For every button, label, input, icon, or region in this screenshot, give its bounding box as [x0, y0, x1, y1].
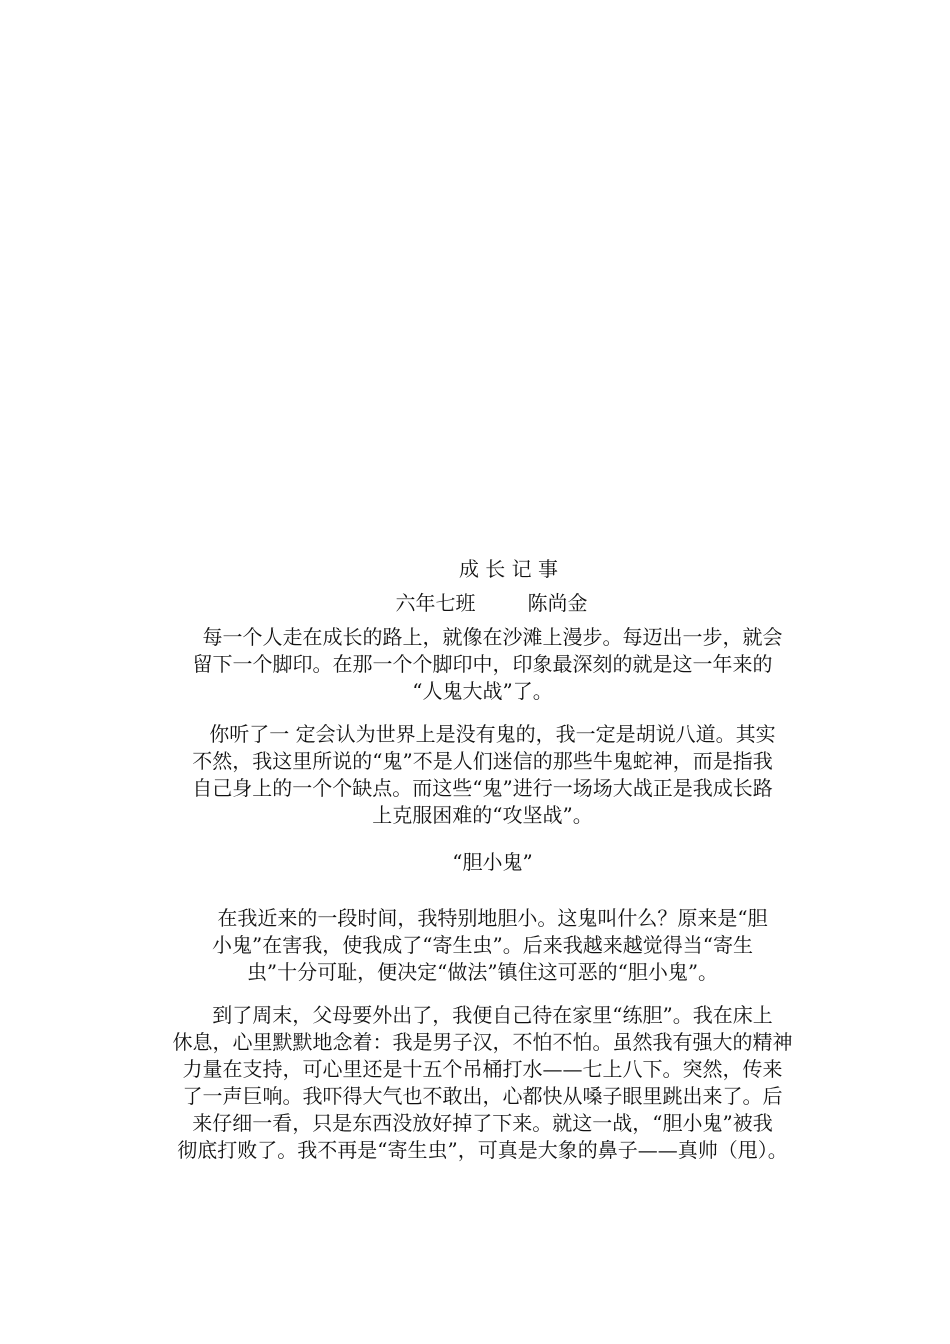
text-line: 小鬼”在害我，使我成了“寄生虫”。后来我越来越觉得当“寄生: [212, 933, 753, 957]
text-line: 上克服困难的“攻坚战”。: [372, 803, 593, 827]
text-line: 不然，我这里所说的“鬼”不是人们迷信的那些牛鬼蛇神，而是指我: [192, 749, 773, 773]
text-line: “人鬼大战”了。: [412, 679, 553, 703]
text-line: 彻底打败了。我不再是“寄生虫”，可真是大象的鼻子——真帅（甩）。: [177, 1138, 788, 1162]
text-line: 留下一个脚印。在那一个个脚印中，印象最深刻的就是这一年来的: [192, 652, 773, 676]
text-line: 到了周末，父母要外出了，我便自己待在家里“练胆”。我在床上: [192, 1003, 773, 1027]
text-line: 休息，心里默默地念着：我是男子汉，不怕不怕。虽然我有强大的精神: [172, 1030, 793, 1054]
text-line: 自己身上的一个个缺点。而这些“鬼”进行一场场大战正是我成长路: [192, 776, 773, 800]
author-name: 陈尚金: [527, 591, 588, 615]
paragraph-section-2: [145, 1002, 820, 1164]
document-title: 成 长 记 事: [458, 557, 559, 581]
text-line: 在我近来的一段时间，我特别地胆小。这鬼叫什么？原来是“胆: [197, 906, 768, 930]
byline: [145, 586, 820, 620]
paragraph-intro-1: [145, 624, 820, 705]
paragraph-section-1: [145, 905, 820, 986]
document-page: [145, 552, 820, 1180]
text-line: 了一声巨响。我吓得大气也不敢出，心都快从嗓子眼里跳出来了。后: [182, 1084, 783, 1108]
text-line: 来仔细一看，只是东西没放好掉了下来。就这一战，“胆小鬼”被我: [192, 1111, 773, 1135]
text-line: 你听了一 定会认为世界上是没有鬼的，我一定是胡说八道。其实: [189, 722, 776, 746]
text-line: 每一个人走在成长的路上，就像在沙滩上漫步。每迈出一步，就会: [182, 625, 783, 649]
section-title: “胆小鬼”: [452, 850, 533, 874]
text-line: 虫”十分可耻，便决定“做法”镇住这可恶的“胆小鬼”。: [246, 960, 719, 984]
text-line: 力量在支持，可心里还是十五个吊桶打水——七上八下。突然，传来: [182, 1057, 783, 1081]
class-name: 六年七班: [395, 591, 476, 615]
paragraph-intro-2: [145, 721, 820, 829]
